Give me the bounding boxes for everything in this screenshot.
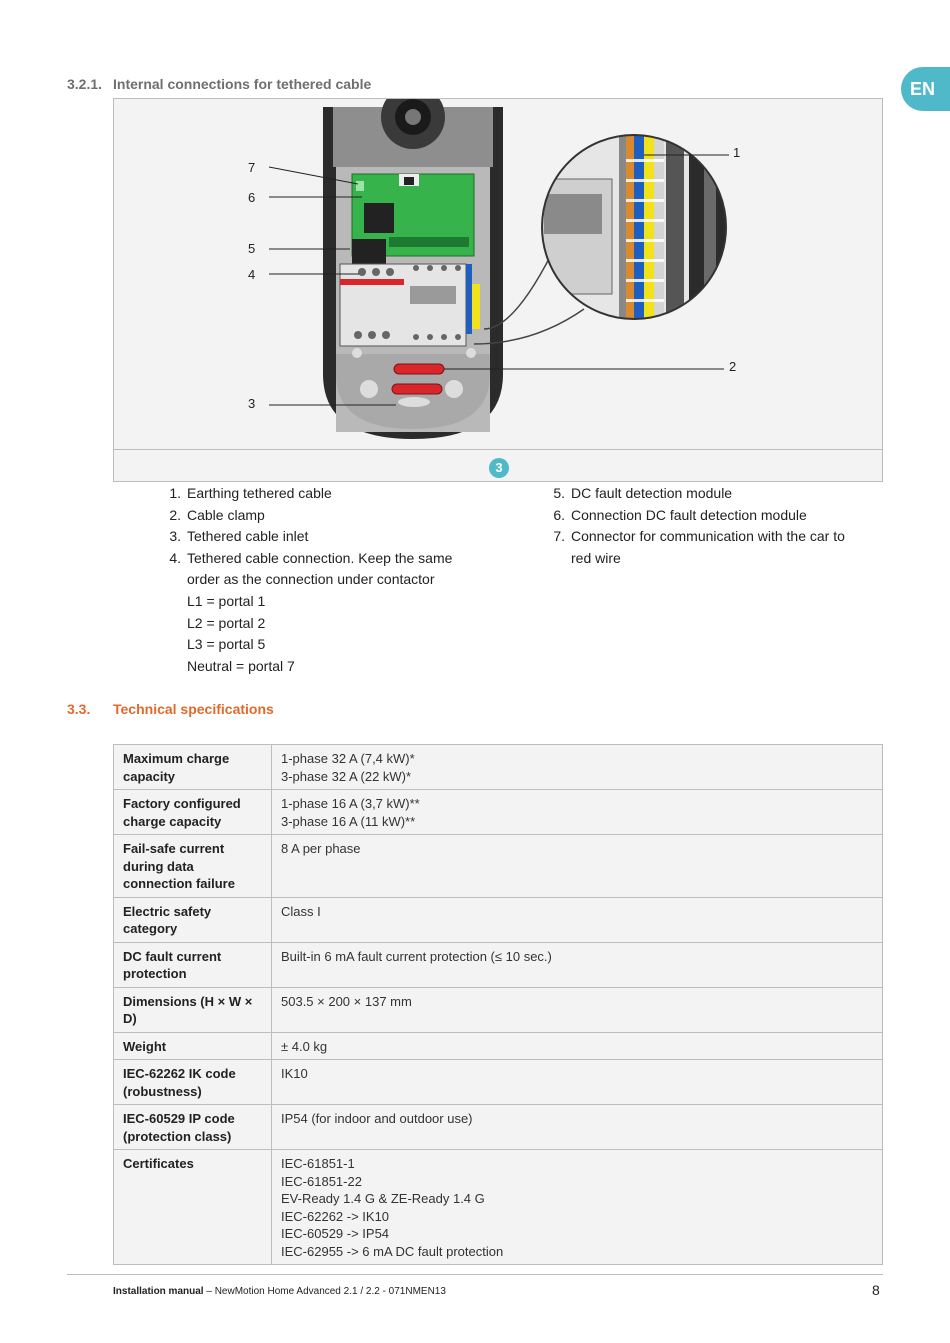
legend-item: 3. Tethered cable inlet — [169, 528, 309, 545]
footer-divider — [67, 1274, 883, 1275]
charger-internals-illustration — [114, 99, 884, 449]
spec-row — [114, 1032, 883, 1060]
legend-left — [165, 483, 485, 677]
spec-value: ± 4.0 kg — [272, 1032, 883, 1060]
spec-key: Fail-safe current during data connection failure — [114, 835, 272, 898]
spec-value: 1-phase 16 A (3,7 kW)** 3-phase 16 A (11 kW)** — [272, 790, 883, 835]
cable-clamp-lower — [392, 384, 442, 394]
cable-clamp-upper — [394, 364, 444, 374]
spec-key: Dimensions (H × W × D) — [114, 987, 272, 1032]
specs-title: Technical specifications — [113, 701, 274, 717]
spec-row — [114, 790, 883, 835]
spec-value: 8 A per phase — [272, 835, 883, 898]
specs-heading — [67, 701, 274, 717]
callout-2: 2 — [729, 359, 737, 374]
figure-caption-divider — [114, 449, 882, 450]
spec-value: IK10 — [272, 1060, 883, 1105]
spec-key: Factory configured charge capacity — [114, 790, 272, 835]
legend-item: 1. Earthing tethered cable — [169, 485, 332, 501]
spec-row — [114, 1150, 883, 1265]
spec-key: Weight — [114, 1032, 272, 1060]
section-title: Internal connections for tethered cable — [113, 76, 372, 92]
legend-item: 2. Cable clamp — [169, 506, 265, 523]
spec-row — [114, 1060, 883, 1105]
page-number: 8 — [872, 1282, 880, 1298]
legend-item-continued: order as the connection under contactor — [187, 571, 435, 588]
spec-key: DC fault current protection — [114, 942, 272, 987]
spec-row — [114, 897, 883, 942]
spec-row — [114, 835, 883, 898]
specs-table — [113, 744, 883, 1265]
spec-value: 503.5 × 200 × 137 mm — [272, 987, 883, 1032]
spec-key: Certificates — [114, 1150, 272, 1265]
spec-key: IEC-60529 IP code (protection class) — [114, 1105, 272, 1150]
legend-item-continued: L1 = portal 1 — [187, 592, 266, 609]
spec-row — [114, 987, 883, 1032]
spec-row — [114, 745, 883, 790]
legend-item: 7. Connector for communication with the car to — [553, 528, 845, 545]
section-number: 3.2.1. — [67, 76, 103, 92]
section-heading — [67, 76, 371, 92]
footer-text: Installation manual – NewMotion Home Advanced 2.1 / 2.2 - 071NMEN13 — [113, 1286, 446, 1297]
callout-5: 5 — [248, 241, 256, 256]
callout-7: 7 — [248, 160, 256, 175]
callout-6: 6 — [248, 190, 256, 205]
legend-item-continued: L3 = portal 5 — [187, 636, 266, 653]
spec-row — [114, 1105, 883, 1150]
figure-panel — [113, 98, 883, 482]
spec-value: 1-phase 32 A (7,4 kW)* 3-phase 32 A (22 kW)* — [272, 745, 883, 790]
spec-row — [114, 942, 883, 987]
legend-item-continued: L2 = portal 2 — [187, 614, 266, 631]
callout-4: 4 — [248, 267, 256, 282]
zoom-detail — [542, 135, 734, 325]
callout-3: 3 — [248, 396, 256, 411]
spec-value: IEC-61851-1 IEC-61851-22 EV-Ready 1.4 G & ZE-Ready 1.4 G IEC-62262 -> IK10 IEC-60529 -> IP54 IEC-62955 -> 6 mA DC fault protection — [272, 1150, 883, 1265]
spec-key: Maximum charge capacity — [114, 745, 272, 790]
spec-key: IEC-62262 IK code (robustness) — [114, 1060, 272, 1105]
spec-key: Electric safety category — [114, 897, 272, 942]
specs-number: 3.3. — [67, 701, 91, 717]
legend-right — [549, 483, 869, 569]
legend-item: 6. Connection DC fault detection module — [553, 506, 807, 523]
legend-item-continued: Neutral = portal 7 — [187, 657, 295, 674]
language-tab[interactable]: EN — [901, 67, 950, 111]
figure-number-badge: 3 — [489, 458, 509, 478]
spec-value: Class I — [272, 897, 883, 942]
spec-value: IP54 (for indoor and outdoor use) — [272, 1105, 883, 1150]
legend-item: 4. Tethered cable connection. Keep the same — [169, 549, 453, 566]
legend-item-continued: red wire — [571, 549, 621, 566]
callout-1: 1 — [733, 145, 741, 160]
legend-item: 5. DC fault detection module — [553, 485, 733, 501]
spec-value: Built-in 6 mA fault current protection (≤ 10 sec.) — [272, 942, 883, 987]
